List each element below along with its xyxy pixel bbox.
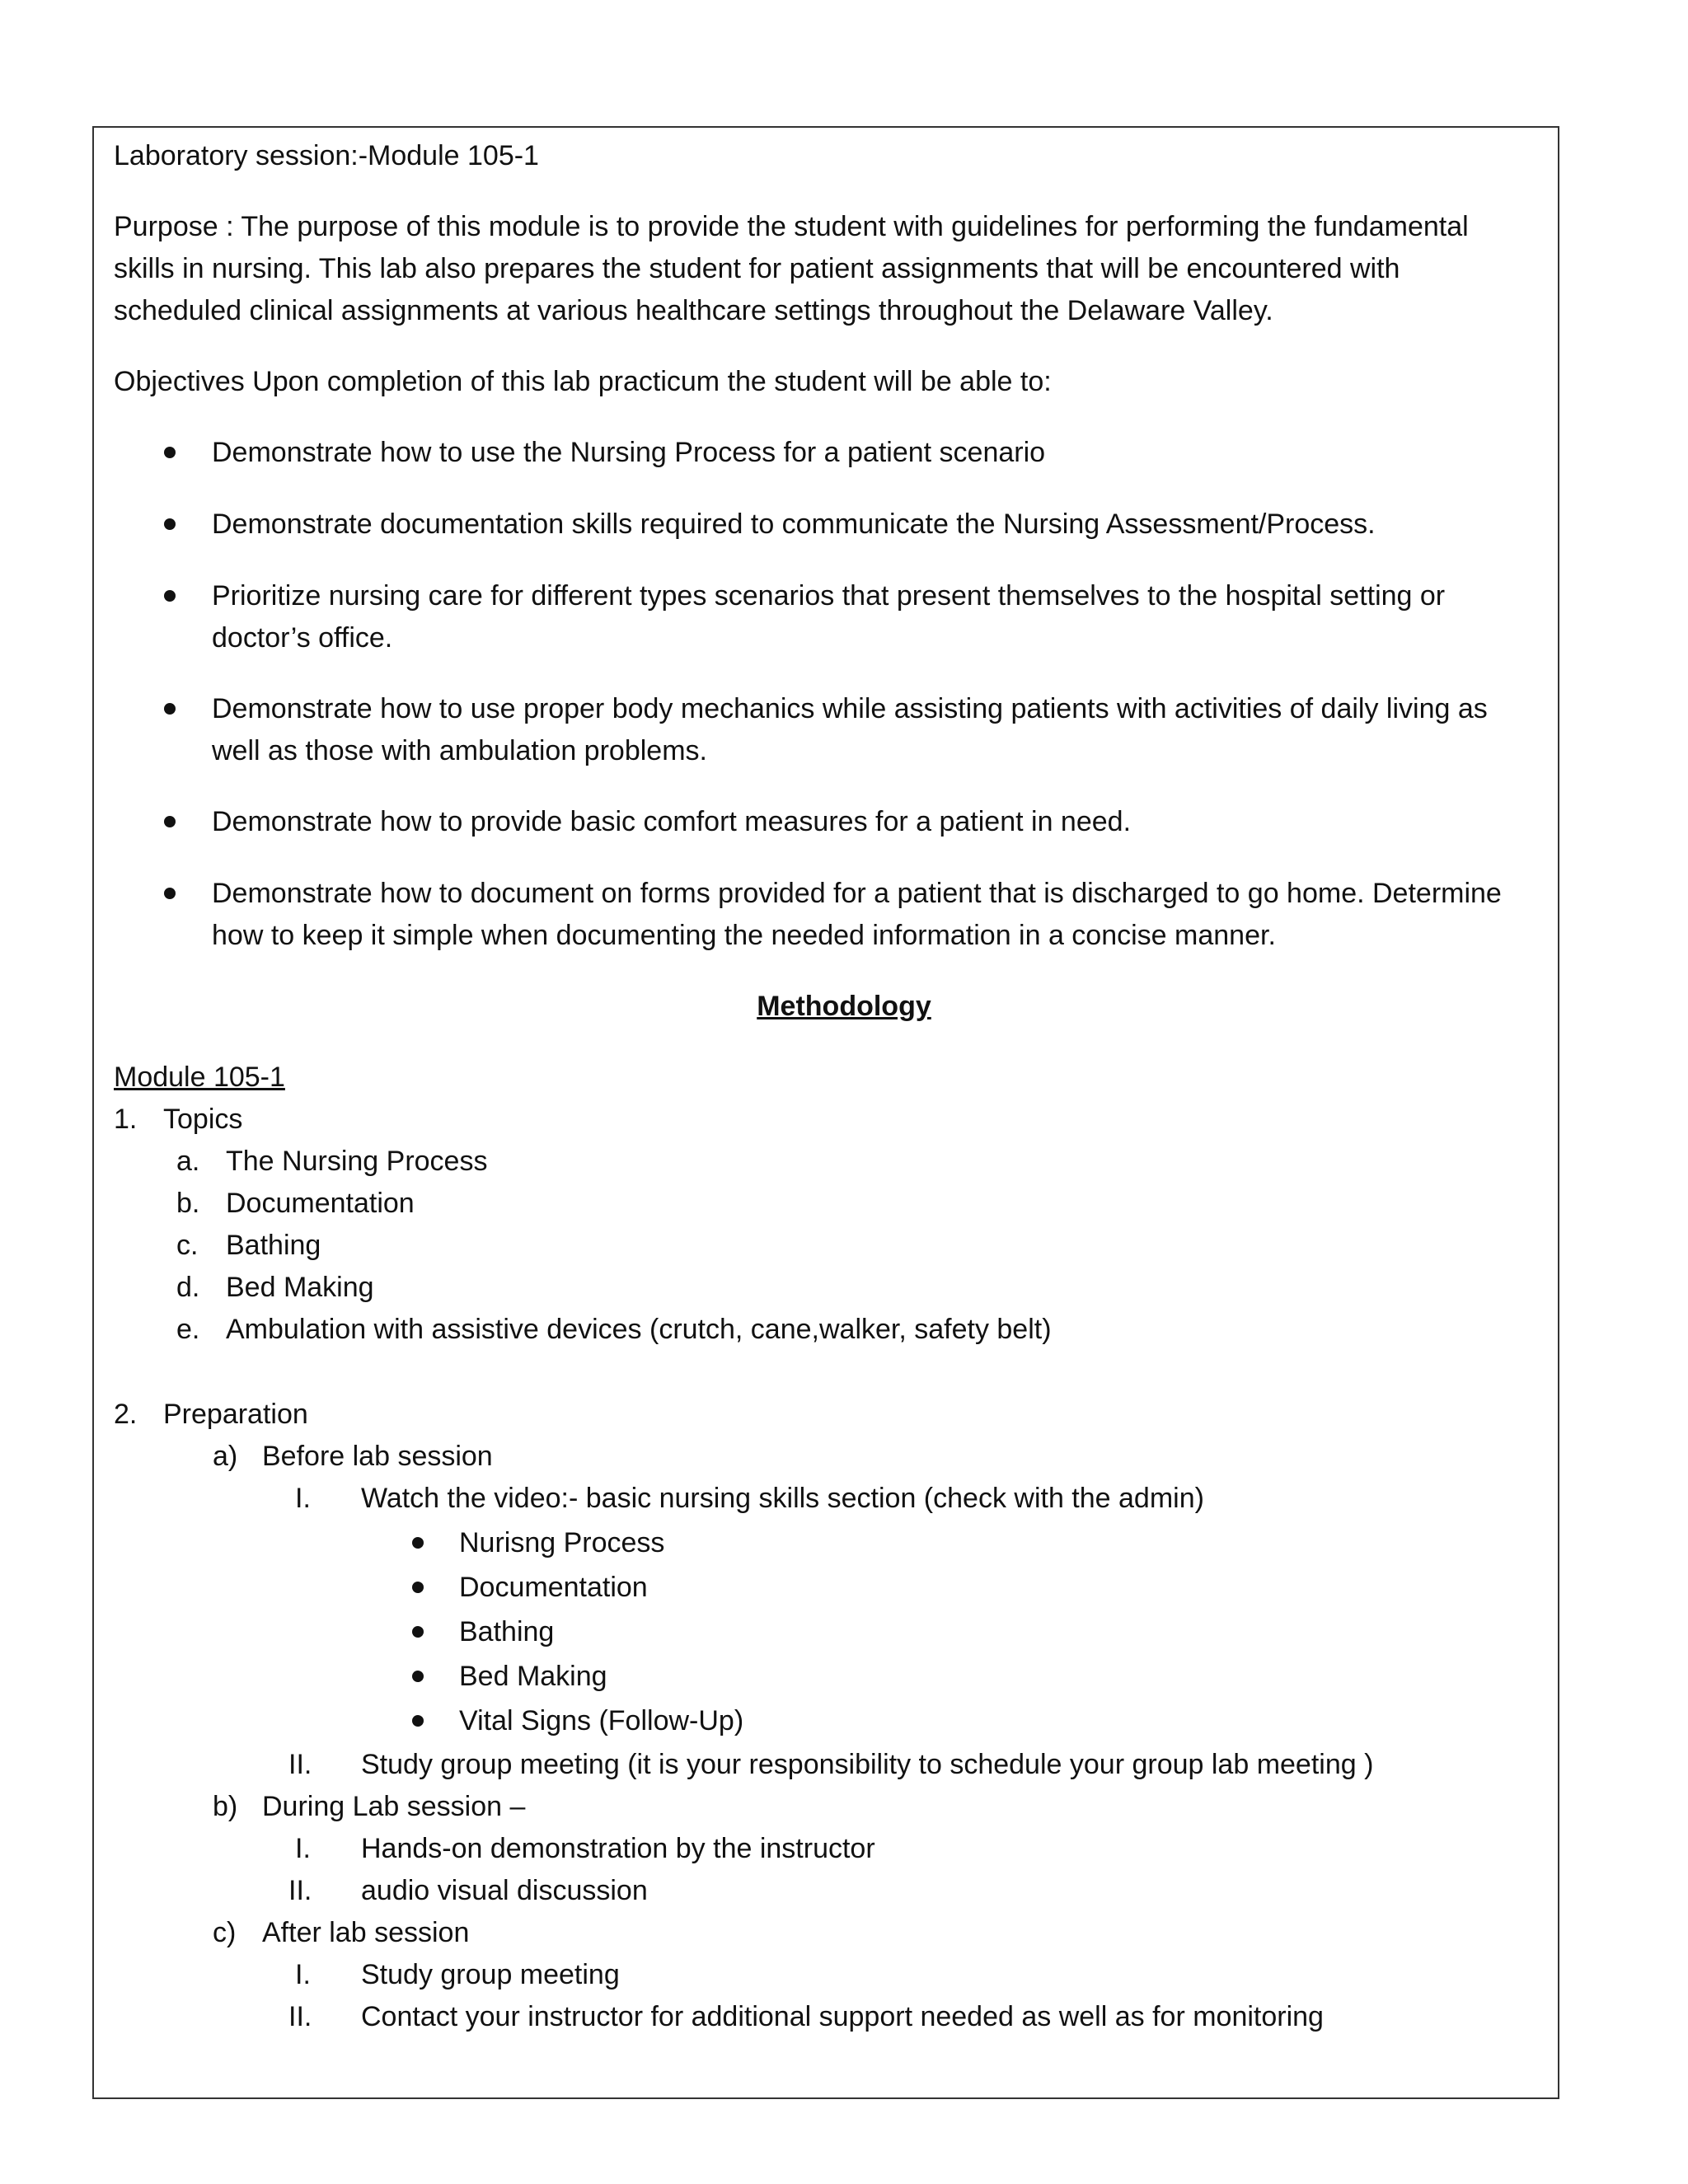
objective-3-line-1: Prioritize nursing care for different types scenarios that present themselves to the hospital setting or <box>212 580 1446 612</box>
objectives-intro: Objectives Upon completion of this lab practicum the student will be able to: <box>114 366 1052 397</box>
objective-6-line-2: how to keep it simple when documenting the needed information in a concise manner. <box>212 920 1276 951</box>
objective-4-line-1: Demonstrate how to use proper body mechanics while assisting patients with activities of daily living as <box>212 693 1488 724</box>
bullet-icon <box>164 590 176 602</box>
video-item: Documentation <box>459 1572 648 1603</box>
bullet-icon <box>164 816 176 827</box>
objective-5: Demonstrate how to provide basic comfort measures for a patient in need. <box>212 806 1132 837</box>
during-item: Hands-on demonstration by the instructor <box>361 1833 875 1864</box>
module-heading: Module 105-1 <box>114 1062 285 1093</box>
topic-mark: e. <box>176 1314 200 1345</box>
after-item-mark: I. <box>295 1959 311 1990</box>
before-label: Before lab session <box>262 1441 493 1472</box>
video-item: Bathing <box>459 1616 555 1647</box>
during-item-mark: I. <box>295 1833 311 1864</box>
bullet-icon <box>164 518 176 530</box>
after-label: After lab session <box>262 1917 470 1948</box>
topic-item: Documentation <box>226 1188 415 1219</box>
topic-item: The Nursing Process <box>226 1146 488 1177</box>
topic-item: Bathing <box>226 1230 321 1261</box>
video-item: Nurisng Process <box>459 1527 665 1558</box>
topic-mark: c. <box>176 1230 199 1261</box>
after-item: Contact your instructor for additional support needed as well as for monitoring <box>361 2001 1324 2032</box>
during-label: During Lab session – <box>262 1791 526 1822</box>
during-item: audio visual discussion <box>361 1875 648 1906</box>
topic-item: Ambulation with assistive devices (crutch, cane,walker, safety belt) <box>226 1314 1052 1345</box>
after-item-mark: II. <box>288 2001 312 2032</box>
preparation-number: 2. <box>114 1399 138 1430</box>
video-item: Bed Making <box>459 1661 607 1692</box>
topic-mark: d. <box>176 1272 200 1303</box>
bullet-icon <box>164 888 176 899</box>
during-item-mark: II. <box>288 1875 312 1906</box>
after-item: Study group meeting <box>361 1959 620 1990</box>
purpose-line-1: Purpose : The purpose of this module is to provide the student with guidelines for performing the fundamental <box>114 211 1469 242</box>
bullet-icon <box>412 1537 424 1549</box>
before-mark: a) <box>213 1441 238 1472</box>
bullet-icon <box>164 447 176 458</box>
before-i-mark: I. <box>295 1483 311 1514</box>
objective-3-line-2: doctor’s office. <box>212 622 393 654</box>
topics-label: Topics <box>163 1104 243 1135</box>
bullet-icon <box>164 703 176 715</box>
during-mark: b) <box>213 1791 238 1822</box>
bullet-icon <box>412 1626 424 1638</box>
bullet-icon <box>412 1582 424 1593</box>
purpose-line-2: skills in nursing. This lab also prepares the student for patient assignments that will be encountered with <box>114 253 1400 284</box>
purpose-line-3: scheduled clinical assignments at various healthcare settings throughout the Delaware Valley. <box>114 295 1273 326</box>
preparation-label: Preparation <box>163 1399 308 1430</box>
methodology-heading: Methodology <box>757 991 931 1022</box>
bullet-icon <box>412 1715 424 1727</box>
objective-1: Demonstrate how to use the Nursing Process for a patient scenario <box>212 437 1046 468</box>
session-title: Laboratory session:-Module 105-1 <box>114 140 539 171</box>
objective-2: Demonstrate documentation skills required to communicate the Nursing Assessment/Process. <box>212 509 1376 540</box>
bullet-icon <box>412 1671 424 1682</box>
topics-number: 1. <box>114 1104 138 1135</box>
before-i-text: Watch the video:- basic nursing skills section (check with the admin) <box>361 1483 1204 1514</box>
before-ii-mark: II. <box>288 1749 312 1780</box>
topic-mark: a. <box>176 1146 200 1177</box>
after-mark: c) <box>213 1917 237 1948</box>
objective-6-line-1: Demonstrate how to document on forms provided for a patient that is discharged to go home. Determine <box>212 878 1502 909</box>
objective-4-line-2: well as those with ambulation problems. <box>212 735 707 766</box>
before-ii-text: Study group meeting (it is your responsibility to schedule your group lab meeting ) <box>361 1749 1374 1780</box>
topic-mark: b. <box>176 1188 200 1219</box>
topic-item: Bed Making <box>226 1272 374 1303</box>
video-item: Vital Signs (Follow-Up) <box>459 1705 744 1736</box>
